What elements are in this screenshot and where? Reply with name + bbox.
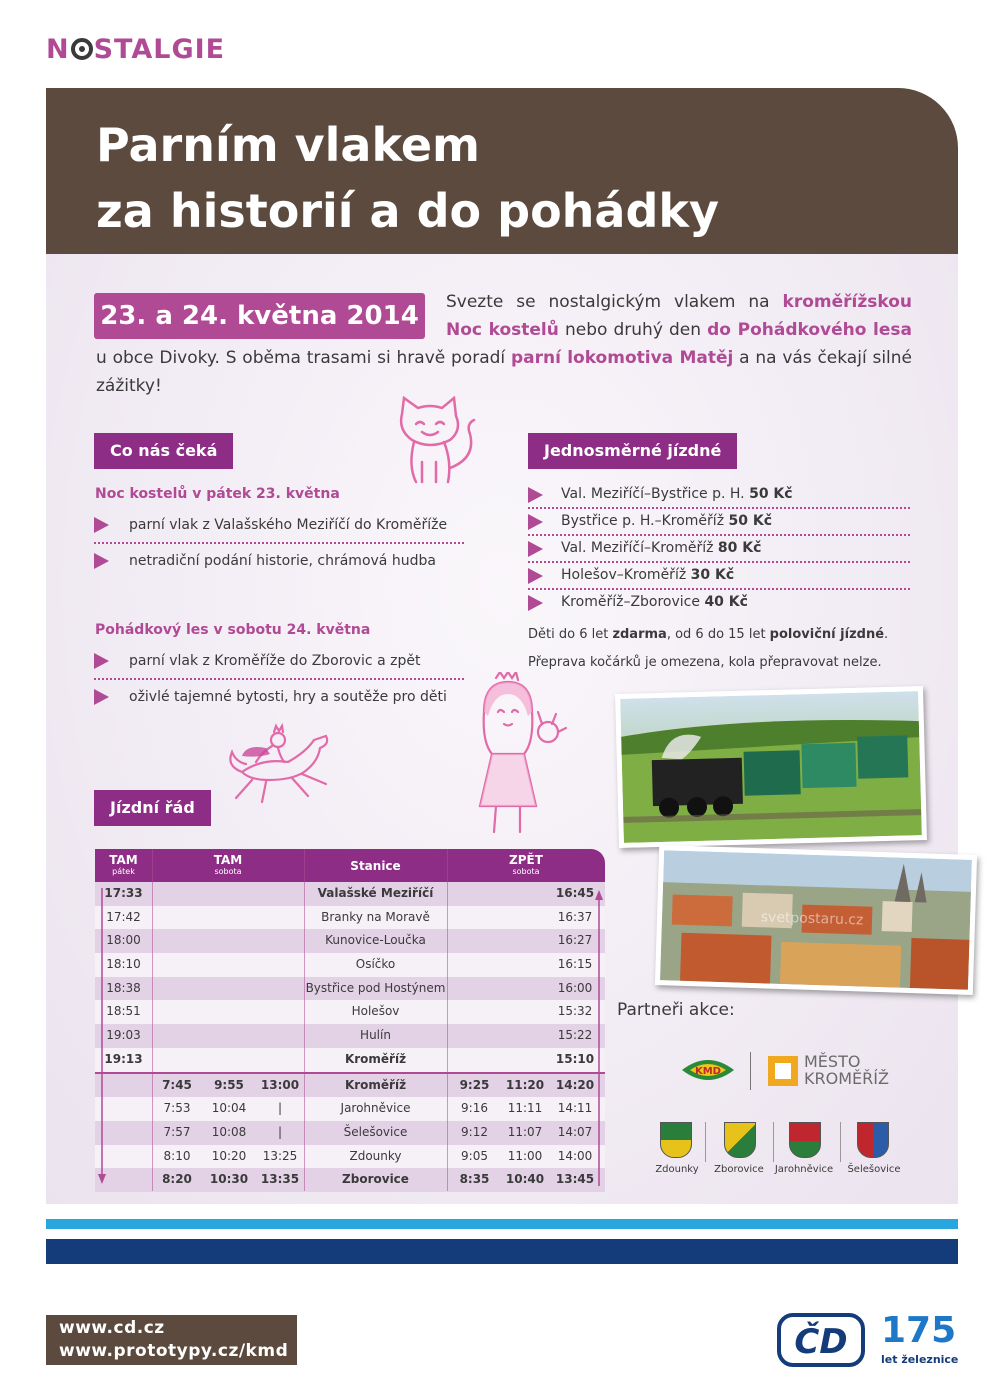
column-divider xyxy=(447,849,448,1191)
time-cell: 11:20 xyxy=(505,1077,545,1092)
time-cell: | xyxy=(277,1124,283,1139)
intro-text: Svezte se nostalgickým vlakem na kroměřížskou Noc kostelů nebo druhý den do Pohádkového lesa u obce Divoky. S oběma trasami si hravě poradí parní lokomotiva Matěj a na vás čekají silné zážitky! xyxy=(96,292,913,396)
time-cell: 15:22 xyxy=(557,1028,593,1043)
time-cell: 15:10 xyxy=(555,1051,595,1066)
kromeriz-town-photo xyxy=(655,845,977,995)
time-cell: 9:12 xyxy=(461,1124,488,1139)
table-row xyxy=(95,906,605,930)
list-item: parní vlak z Valašského Meziříčí do Kroměříže xyxy=(94,508,464,544)
fares-note-children: Děti do 6 let zdarma, od 6 do 15 let poloviční jízdné. xyxy=(528,627,889,642)
fares-note-strollers: Přeprava kočárků je omezena, kola přepravovat nelze. xyxy=(528,655,882,670)
page-title xyxy=(96,112,719,244)
time-cell: 7:45 xyxy=(162,1077,192,1092)
kmd-logo xyxy=(678,1050,738,1090)
table-row xyxy=(95,1024,605,1048)
crest-jarohnevice: Jarohněvice xyxy=(769,1122,839,1175)
locomotive-front-icon xyxy=(71,38,93,60)
time-cell: 14:07 xyxy=(557,1124,593,1139)
time-cell: 10:04 xyxy=(211,1101,247,1116)
footer-stripe-dark xyxy=(46,1239,958,1264)
time-cell: 16:00 xyxy=(557,980,593,995)
time-cell: 10:40 xyxy=(505,1172,545,1187)
time-cell: 15:32 xyxy=(557,1004,593,1019)
time-cell: 8:20 xyxy=(162,1172,192,1187)
kromeriz-logo-square-icon xyxy=(768,1056,798,1086)
table-row xyxy=(95,1097,605,1121)
list-item: netradiční podání historie, chrámová hudba xyxy=(94,544,464,578)
station-cell: Zdounky xyxy=(349,1148,402,1163)
time-cell: 11:11 xyxy=(507,1101,543,1116)
jarohnevice-crest-icon xyxy=(789,1122,821,1158)
selesovice-crest-icon xyxy=(857,1122,889,1158)
fare-item: Val. Meziříčí–Kroměříž 80 Kč xyxy=(528,536,910,563)
time-cell: 19:03 xyxy=(106,1028,141,1043)
time-cell: 17:42 xyxy=(106,909,141,924)
cat-illustration xyxy=(392,396,484,488)
triangle-bullet-icon xyxy=(94,553,109,569)
time-cell: 16:27 xyxy=(557,933,593,948)
divider xyxy=(750,1052,751,1090)
station-cell: Zborovice xyxy=(342,1172,409,1187)
time-cell: 18:00 xyxy=(106,933,141,948)
station-cell: Osíčko xyxy=(355,957,396,972)
fare-item: Kroměříž–Zborovice 40 Kč xyxy=(528,590,910,615)
night-list xyxy=(94,508,464,578)
fare-item: Holešov–Kroměříž 30 Kč xyxy=(528,563,910,590)
triangle-bullet-icon xyxy=(528,514,543,530)
time-cell: 14:11 xyxy=(557,1101,593,1116)
header-zpet-saturday: ZPĚT sobota xyxy=(509,853,543,876)
station-cell: Valašské Meziříčí xyxy=(317,886,434,900)
time-cell: | xyxy=(277,1101,283,1116)
table-row xyxy=(95,1000,605,1024)
fare-item: Bystřice p. H.–Kroměříž 50 Kč xyxy=(528,509,910,536)
triangle-bullet-icon xyxy=(528,541,543,557)
crest-selesovice: Šelešovice xyxy=(839,1122,909,1175)
triangle-bullet-icon xyxy=(528,487,543,503)
footer-stripe-light xyxy=(46,1219,958,1229)
time-cell: 14:20 xyxy=(555,1077,595,1092)
station-cell: Šelešovice xyxy=(343,1124,408,1139)
time-cell: 11:07 xyxy=(507,1124,543,1139)
time-cell: 8:35 xyxy=(459,1172,490,1187)
station-cell: Kunovice-Loučka xyxy=(325,933,426,948)
forest-subheading: Pohádkový les v sobotu 24. května xyxy=(95,622,371,638)
station-cell: Bystřice pod Hostýnem xyxy=(305,980,446,995)
link-cd[interactable]: www.cd.cz xyxy=(59,1318,165,1338)
column-divider xyxy=(152,849,153,1191)
table-row xyxy=(95,1048,605,1072)
station-cell: Branky na Moravě xyxy=(321,909,430,924)
nostalgie-logo: N STALGIE xyxy=(46,34,226,65)
link-prototypy[interactable]: www.prototypy.cz/kmd xyxy=(59,1341,289,1361)
station-cell: Holešov xyxy=(351,1004,400,1019)
list-item: parní vlak z Kroměříže do Zborovic a zpět xyxy=(94,644,464,680)
time-cell: 13:25 xyxy=(262,1148,298,1163)
princess-illustration xyxy=(462,672,572,837)
time-cell: 11:00 xyxy=(507,1148,543,1163)
title-line-2: za historií a do pohádky xyxy=(96,184,719,238)
triangle-bullet-icon xyxy=(94,653,109,669)
steam-train-photo xyxy=(615,686,927,848)
timetable-header xyxy=(95,849,605,882)
zdounky-crest-icon xyxy=(660,1122,692,1158)
triangle-bullet-icon xyxy=(94,689,109,705)
direction-arrow-down-icon xyxy=(97,888,107,1188)
time-cell: 18:38 xyxy=(106,980,141,995)
section-what-awaits: Co nás čeká xyxy=(94,433,233,469)
time-cell: 9:16 xyxy=(461,1101,488,1116)
photo-watermark: svetpostaru.cz xyxy=(760,909,864,929)
time-cell: 18:10 xyxy=(106,957,141,972)
triangle-bullet-icon xyxy=(528,568,543,584)
time-cell: 7:53 xyxy=(163,1101,191,1116)
section-timetable: Jízdní řád xyxy=(94,790,211,826)
station-cell: Hulín xyxy=(360,1028,391,1043)
station-cell: Kroměříž xyxy=(344,1051,407,1066)
triangle-bullet-icon xyxy=(94,517,109,533)
time-cell: 8:10 xyxy=(163,1148,191,1163)
time-cell: 13:35 xyxy=(260,1172,300,1187)
table-row xyxy=(95,1168,605,1192)
partners-label: Partneři akce: xyxy=(617,1000,735,1020)
footer-links xyxy=(46,1315,297,1365)
time-cell: 18:51 xyxy=(106,1004,141,1019)
header-tam-saturday: TAM sobota xyxy=(213,853,243,876)
night-subheading: Noc kostelů v pátek 23. května xyxy=(95,486,340,502)
header-station: Stanice xyxy=(350,859,401,873)
time-cell: 10:20 xyxy=(211,1148,247,1163)
title-line-1: Parním vlakem xyxy=(96,118,480,172)
table-row xyxy=(95,882,605,906)
anniversary-number: 175 xyxy=(881,1310,957,1351)
triangle-bullet-icon xyxy=(528,595,543,611)
time-cell: 10:30 xyxy=(209,1172,249,1187)
table-row xyxy=(95,977,605,1001)
table-row xyxy=(95,929,605,953)
time-cell: 9:55 xyxy=(214,1077,244,1092)
time-cell: 13:45 xyxy=(555,1172,595,1187)
timetable-body xyxy=(95,882,605,1192)
time-cell: 16:15 xyxy=(557,957,593,972)
fare-item: Val. Meziříčí–Bystřice p. H. 50 Kč xyxy=(528,482,910,509)
direction-arrow-up-icon xyxy=(594,888,604,1188)
zborovice-crest-icon xyxy=(724,1122,756,1158)
time-cell: 16:45 xyxy=(555,886,595,900)
forest-list xyxy=(94,644,464,714)
header-tam-friday: TAM pátek xyxy=(109,853,138,876)
time-cell: 19:13 xyxy=(104,1051,143,1066)
crest-zdounky: Zdounky xyxy=(642,1122,712,1175)
column-divider xyxy=(304,849,305,1191)
table-row xyxy=(95,953,605,977)
anniversary-text: let železnice xyxy=(881,1353,959,1366)
kromeriz-logo-text: MĚSTO KROMĚŘÍŽ xyxy=(804,1052,889,1088)
time-cell: 9:05 xyxy=(461,1148,488,1163)
crest-row xyxy=(642,1122,922,1184)
station-cell: Kroměříž xyxy=(344,1077,407,1092)
time-cell: 16:37 xyxy=(557,909,593,924)
station-cell: Jarohněvice xyxy=(340,1101,411,1116)
crest-zborovice: Zborovice xyxy=(704,1122,774,1175)
time-cell: 10:08 xyxy=(211,1124,247,1139)
fares-list xyxy=(528,482,910,615)
svg-text:KMD: KMD xyxy=(694,1066,722,1077)
section-fares: Jednosměrné jízdné xyxy=(528,433,737,469)
table-row xyxy=(95,1121,605,1145)
prince-on-horse-illustration xyxy=(222,722,334,806)
list-item: oživlé tajemné bytosti, hry a soutěže pro děti xyxy=(94,680,464,714)
time-cell: 17:33 xyxy=(104,886,143,900)
time-cell: 14:00 xyxy=(557,1148,593,1163)
table-row xyxy=(95,1072,605,1098)
cd-logo xyxy=(777,1313,865,1367)
table-row xyxy=(95,1145,605,1169)
time-cell: 13:00 xyxy=(260,1077,300,1092)
event-date-badge: 23. a 24. května 2014 xyxy=(94,293,425,339)
time-cell: 9:25 xyxy=(459,1077,490,1092)
time-cell: 7:57 xyxy=(163,1124,191,1139)
svg-text:ČD: ČD xyxy=(794,1322,848,1362)
